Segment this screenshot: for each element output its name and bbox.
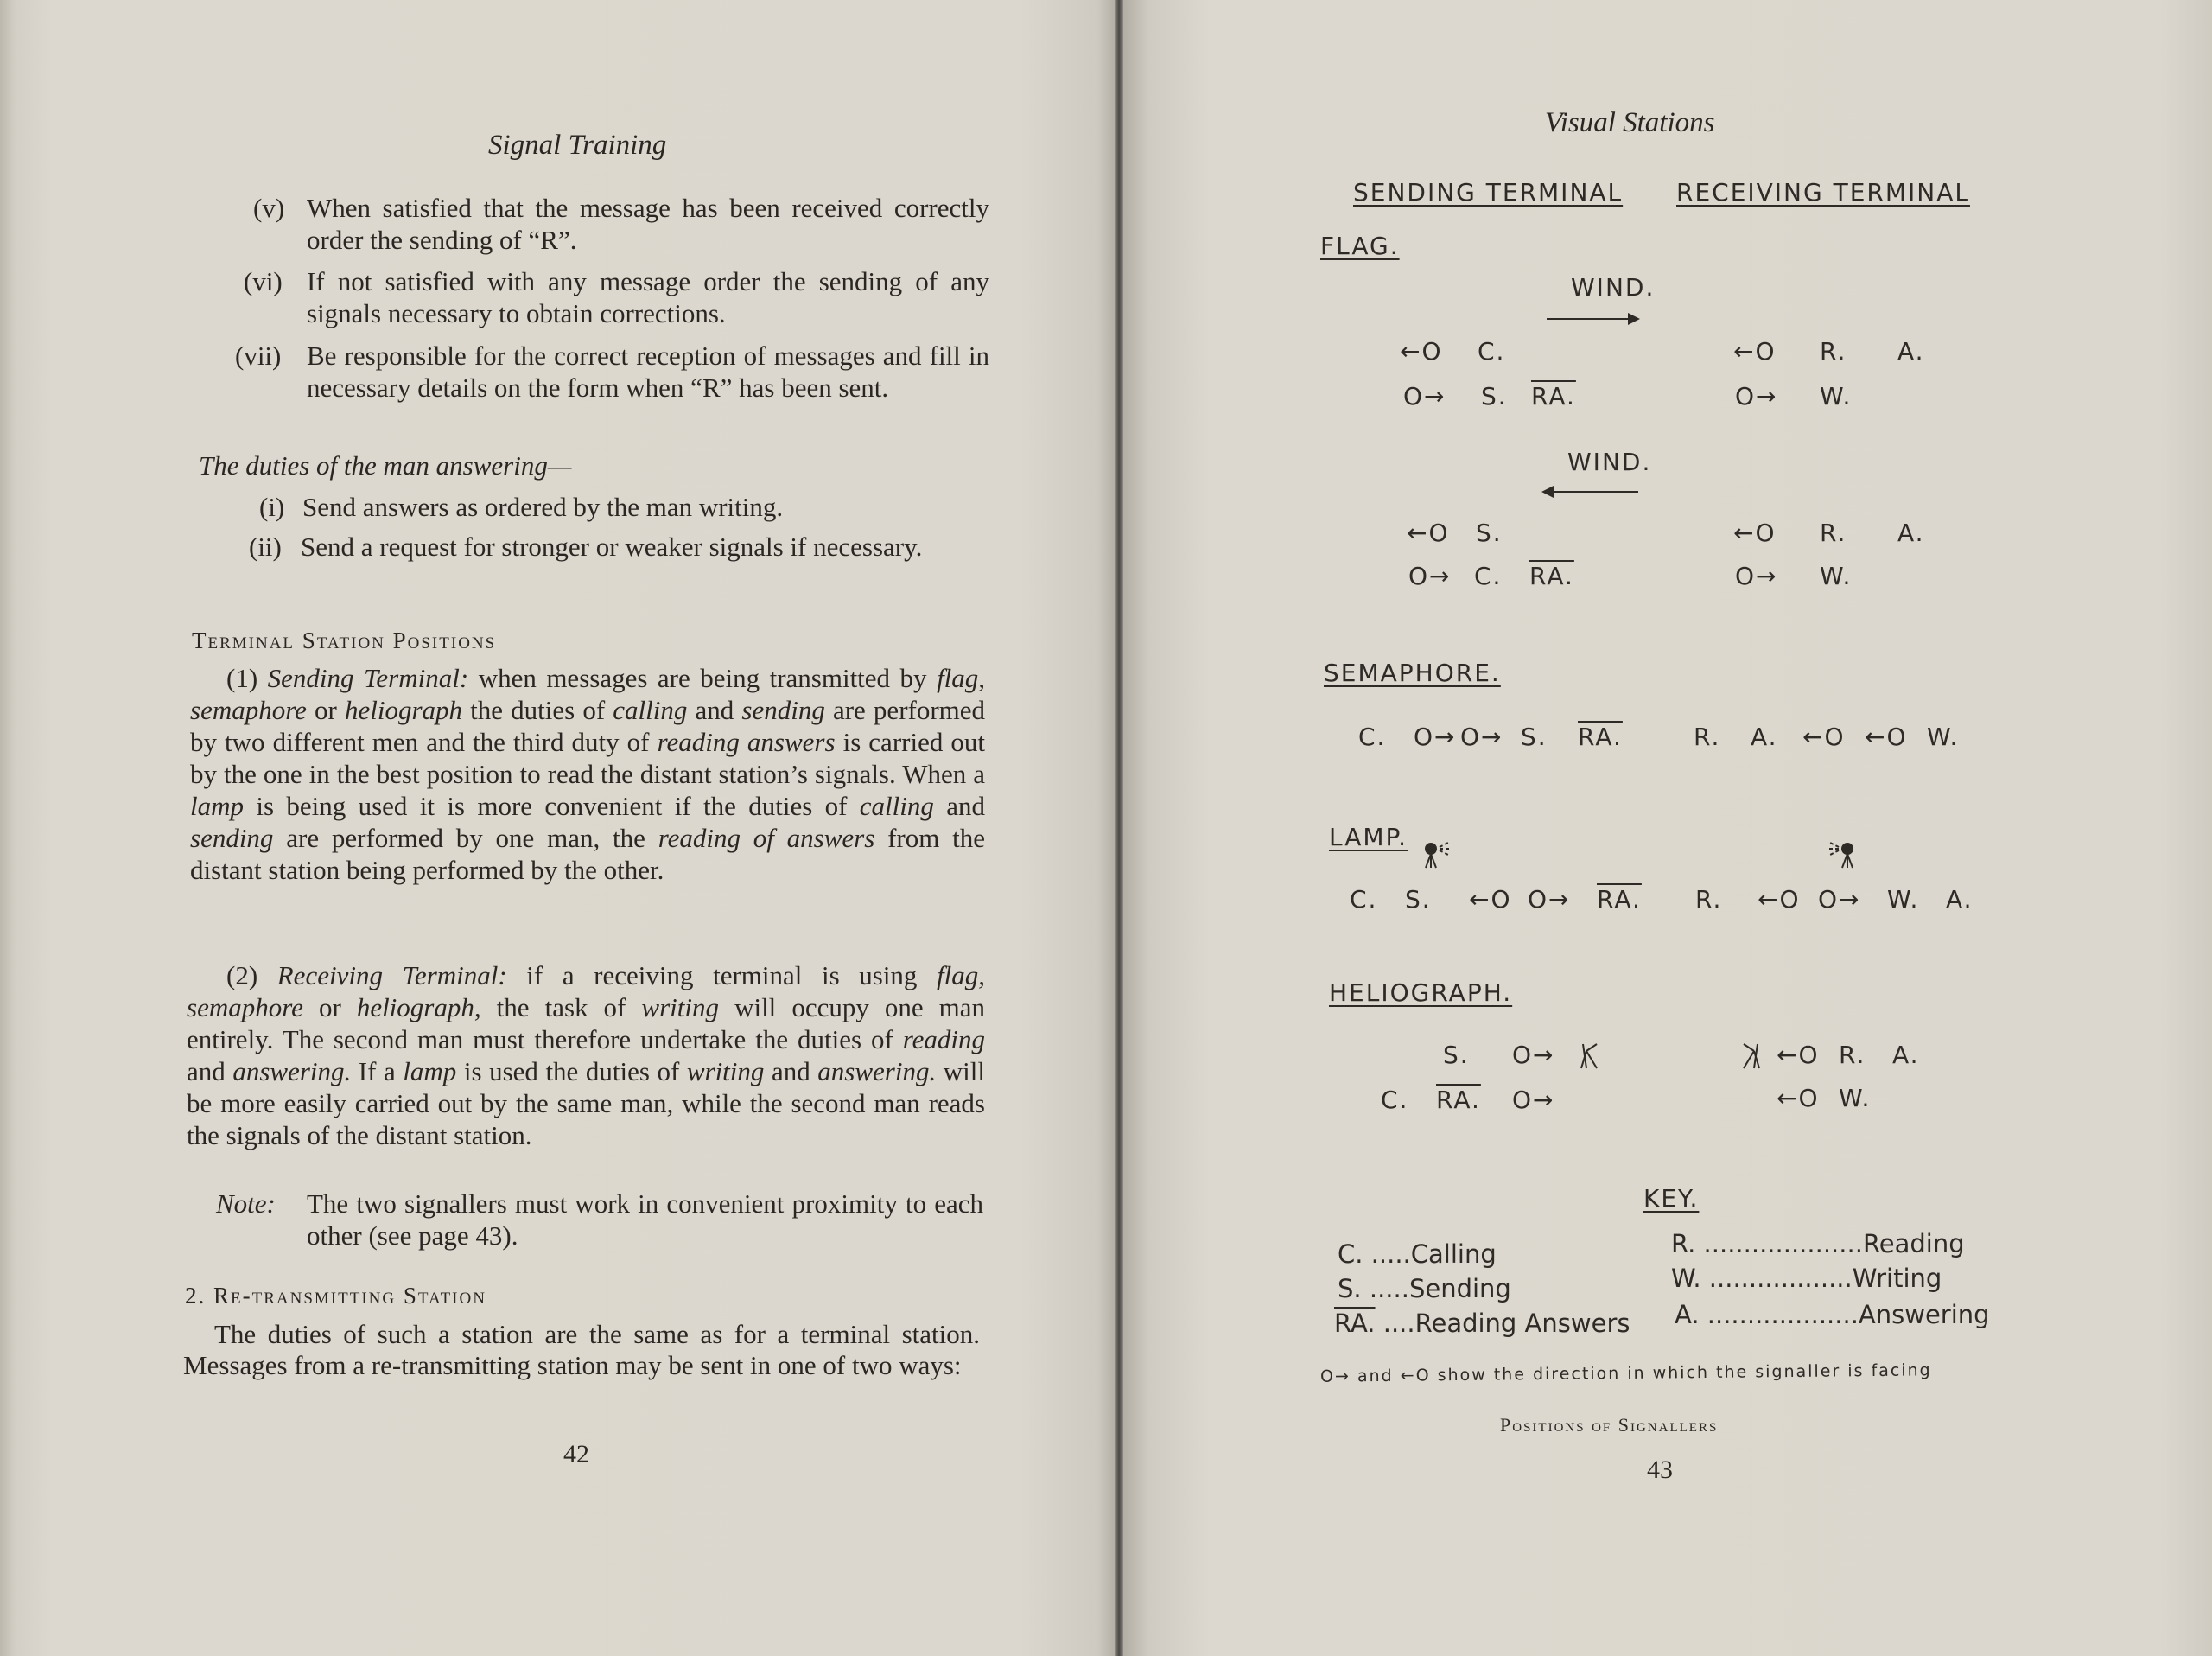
right-page xyxy=(1123,0,2212,1656)
book-gutter xyxy=(1115,0,1123,1656)
answering-heading: The duties of the man answering— xyxy=(199,450,572,481)
note-text: The two signallers must work in convenient proximity to each other (see page 43). xyxy=(307,1188,983,1251)
page-number-right: 43 xyxy=(1647,1455,1673,1484)
column-heading-sending: SENDING TERMINAL xyxy=(1353,178,1624,207)
label-c: C. xyxy=(1381,1086,1409,1114)
key-title: KEY. xyxy=(1643,1184,1700,1213)
semaphore-label: SEMAPHORE. xyxy=(1324,659,1501,687)
signaller-facing-left: ←O xyxy=(1865,723,1908,751)
label-r: R. xyxy=(1694,723,1721,751)
signaller-facing-left: ←O xyxy=(1733,337,1777,366)
label-r: R. xyxy=(1695,885,1723,914)
wind-arrow-right-icon xyxy=(1547,318,1638,320)
label-ra: RA. xyxy=(1529,562,1574,590)
lamp-signaller-icon xyxy=(1419,831,1471,875)
signaller-facing-right: O→ xyxy=(1528,885,1571,914)
note xyxy=(216,1188,983,1257)
signaller-facing-right: O→ xyxy=(1735,382,1778,411)
lamp-signaller-icon xyxy=(1811,831,1863,875)
note-label: Note: xyxy=(216,1188,276,1219)
column-heading-receiving: RECEIVING TERMINAL xyxy=(1676,178,1970,207)
wind-label-1: WIND. xyxy=(1571,273,1656,302)
signaller-facing-left: ←O xyxy=(1400,337,1443,366)
signaller-facing-left: ←O xyxy=(1777,1084,1820,1112)
heliograph-label: HELIOGRAPH. xyxy=(1329,978,1513,1007)
label-s: S. xyxy=(1405,885,1432,914)
list-number: (v) xyxy=(253,193,285,223)
label-ra: RA. xyxy=(1597,885,1642,914)
wind-label-2: WIND. xyxy=(1567,448,1652,476)
list-number: (vi) xyxy=(244,266,283,296)
signaller-facing-left: ←O xyxy=(1802,723,1846,751)
running-head-left: Signal Training xyxy=(488,130,667,161)
label-w: W. xyxy=(1839,1084,1872,1112)
label-c: C. xyxy=(1358,723,1387,751)
figure-caption: Positions of Signallers xyxy=(1500,1414,1719,1436)
paragraph-sending-terminal: (1) Sending Terminal: when messages are being transmitted by flag, semaphore or heliograph the duties of calling and sending are performed by two different men and the third duty of reading answers is carried out by the one in the best position to read the distant station’s signals. When a lamp is being used it is more convenient if the duties of calling and sending are performed by one man, the reading of answers from the distant station being performed by the other. xyxy=(190,663,986,885)
list-text: When satisfied that the message has been received correctly order the sending of “R”. xyxy=(307,193,989,255)
footnote-direction: O→ and ←O show the direction in which the signaller is facing xyxy=(1319,1360,1932,1386)
key-entry-writing: W. ..................Writing xyxy=(1671,1264,1942,1293)
label-w: W. xyxy=(1820,382,1853,411)
label-a: A. xyxy=(1897,519,1925,547)
label-c: C. xyxy=(1478,337,1506,366)
running-head-right: Visual Stations xyxy=(1545,107,1715,138)
signaller-facing-right: O→ xyxy=(1818,885,1861,914)
list-item-vii xyxy=(235,340,989,436)
section-heading-retransmit: 2. Re-transmitting Station xyxy=(185,1283,486,1309)
label-w: W. xyxy=(1927,723,1960,751)
signaller-facing-left: ←O xyxy=(1407,519,1450,547)
section-heading-terminal: Terminal Station Positions xyxy=(192,627,497,653)
label-s: S. xyxy=(1481,382,1508,411)
wind-arrow-left-icon xyxy=(1543,491,1638,493)
signaller-facing-right: O→ xyxy=(1512,1086,1555,1114)
page-number-left: 42 xyxy=(563,1440,589,1468)
list-text: If not satisfied with any message order the sending of any signals necessary to obtain corrections. xyxy=(307,266,989,328)
signaller-facing-right: O→ xyxy=(1735,562,1778,590)
signaller-facing-right: O→ xyxy=(1414,723,1457,751)
signaller-facing-right: O→ xyxy=(1512,1041,1555,1069)
list-number: (i) xyxy=(259,492,285,522)
label-c: C. xyxy=(1474,562,1503,590)
heliograph-tripod-icon xyxy=(1578,1041,1604,1072)
signaller-facing-right: O→ xyxy=(1403,382,1446,411)
label-w: W. xyxy=(1887,885,1920,914)
paragraph-receiving-terminal: (2) Receiving Terminal: if a receiving terminal is using flag, semaphore or heliograph, the task of writing will occupy one man entirely. The second man must therefore undertake the duties of reading and answering. If a lamp is used the duties of writing and answering. will be more easily carried out by the same man, while the second man reads the signals of the distant station. xyxy=(187,960,986,1150)
list-number: (vii) xyxy=(235,341,282,371)
label-c: C. xyxy=(1350,885,1378,914)
label-s: S. xyxy=(1521,723,1548,751)
key-entry-answering: A. ...................Answering xyxy=(1675,1300,1990,1329)
label-a: A. xyxy=(1897,337,1925,366)
label-r: R. xyxy=(1820,519,1847,547)
label-r: R. xyxy=(1839,1041,1866,1069)
signaller-facing-left: ←O xyxy=(1758,885,1801,914)
label-ra: RA. xyxy=(1578,723,1623,751)
heliograph-tripod-icon xyxy=(1737,1041,1763,1072)
list-text: Be responsible for the correct reception of messages and fill in necessary details on the form when “R” has been sent. xyxy=(307,341,989,403)
list-item-vi xyxy=(244,265,989,329)
signaller-facing-right: O→ xyxy=(1408,562,1452,590)
list-text: Send answers as ordered by the man writing. xyxy=(302,492,784,522)
list-item-i xyxy=(259,491,989,525)
label-s: S. xyxy=(1443,1041,1470,1069)
list-text: Send a request for stronger or weaker signals if necessary. xyxy=(301,532,923,562)
signaller-facing-left: ←O xyxy=(1777,1041,1820,1069)
list-item-ii xyxy=(249,531,989,595)
list-item-v xyxy=(253,192,989,256)
key-entry-reading-answers: RA. ....Reading Answers xyxy=(1334,1309,1630,1338)
signaller-facing-right: O→ xyxy=(1460,723,1503,751)
label-s: S. xyxy=(1476,519,1503,547)
signaller-facing-left: ←O xyxy=(1733,519,1777,547)
key-entry-reading: R. ....................Reading xyxy=(1671,1229,1965,1258)
label-a: A. xyxy=(1892,1041,1920,1069)
label-r: R. xyxy=(1820,337,1847,366)
list-number: (ii) xyxy=(249,532,282,562)
label-w: W. xyxy=(1820,562,1853,590)
lamp-label: LAMP. xyxy=(1329,823,1408,851)
label-a: A. xyxy=(1946,885,1974,914)
key-entry-calling: C. .....Calling xyxy=(1338,1239,1497,1269)
label-ra: RA. xyxy=(1436,1086,1481,1114)
signaller-facing-left: ←O xyxy=(1469,885,1512,914)
label-ra: RA. xyxy=(1531,382,1576,411)
key-entry-sending: S. .....Sending xyxy=(1338,1274,1511,1303)
label-a: A. xyxy=(1751,723,1778,751)
flag-label: FLAG. xyxy=(1320,232,1400,260)
paragraph-retransmit: The duties of such a station are the same as for a terminal station. Messages from a re-transmitting station may be sent in one of two ways: xyxy=(183,1319,980,1380)
